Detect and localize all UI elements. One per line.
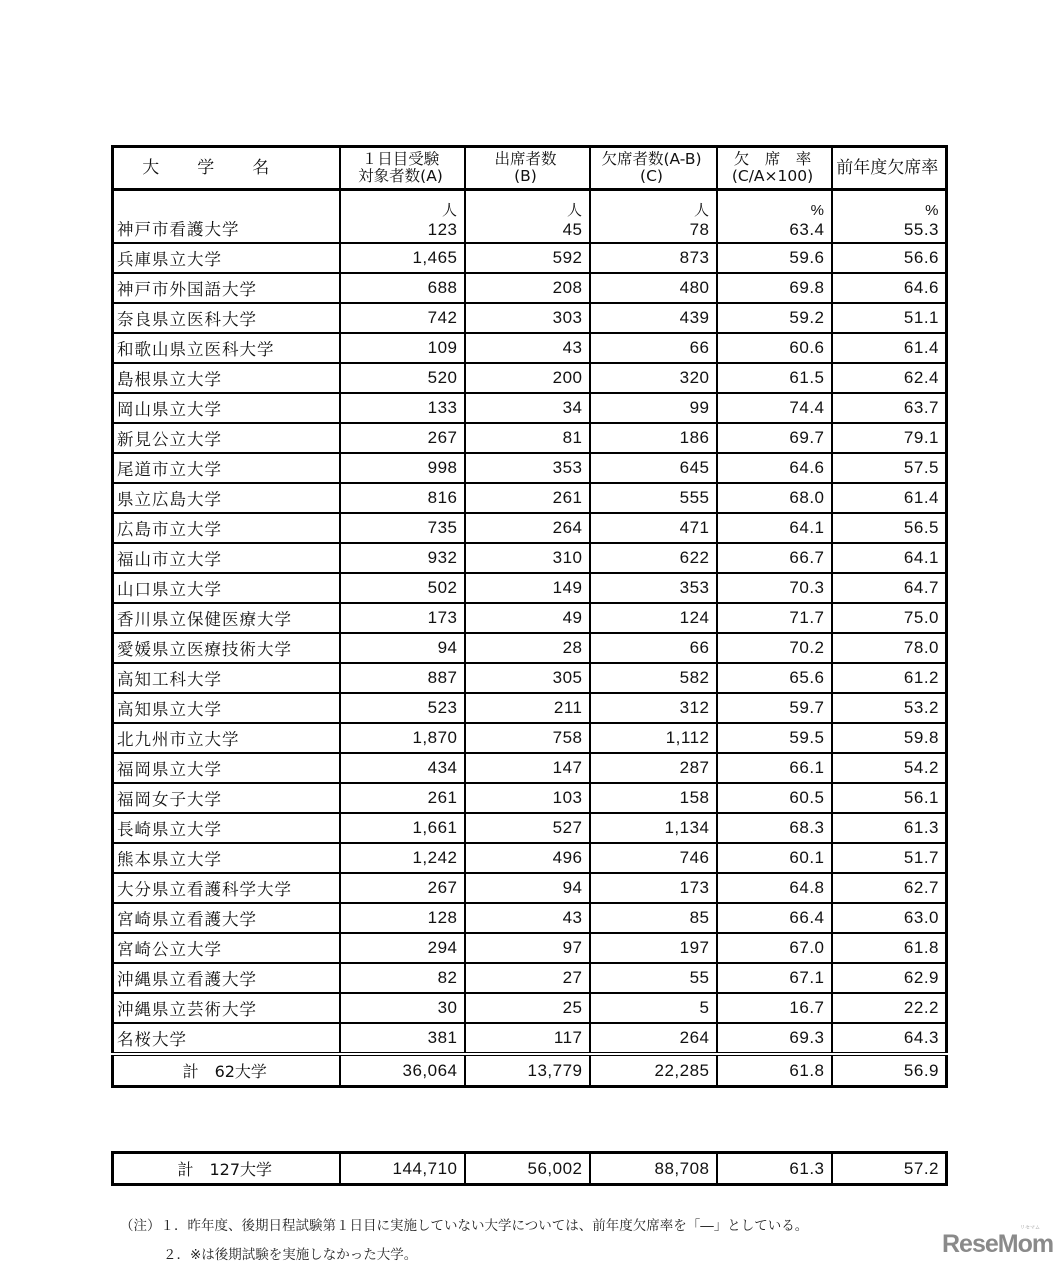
absence-rate-cell: 64.8 [717, 873, 832, 903]
attendees-cell: 49 [465, 603, 590, 633]
table-row [113, 303, 947, 333]
attendees-cell: 81 [465, 423, 590, 453]
absence-rate-cell: 64.6 [717, 453, 832, 483]
absentees-cell: 173 [590, 873, 717, 903]
footnote-2: ２．※は後期試験を実施しなかった大学。 [163, 1247, 418, 1263]
prev-year-absence-rate-cell: 64.1 [832, 543, 947, 573]
prev-year-absence-rate-cell [832, 190, 947, 244]
absence-rate-cell: 16.7 [717, 993, 832, 1023]
target-examinees-cell: 688 [340, 273, 465, 303]
header-attendees [465, 147, 590, 190]
university-name: 神戸市外国語大学 [113, 273, 340, 303]
attendees-cell: 305 [465, 663, 590, 693]
header-line: (B) [514, 167, 537, 185]
header-university-name: 大学名 [113, 147, 340, 190]
target-examinees-cell: 816 [340, 483, 465, 513]
university-name: 高知工科大学 [113, 663, 340, 693]
attendees-cell: 103 [465, 783, 590, 813]
table-row [113, 813, 947, 843]
university-name: 奈良県立医科大学 [113, 303, 340, 333]
table-row [113, 333, 947, 363]
attendees-cell: 43 [465, 333, 590, 363]
prev-year-absence-rate-cell: 59.8 [832, 723, 947, 753]
absentees-cell: 480 [590, 273, 717, 303]
prev-year-absence-rate-cell: 64.6 [832, 273, 947, 303]
table-row [113, 783, 947, 813]
cell-value: 55.3 [903, 220, 939, 239]
university-name: 香川県立保健医療大学 [113, 603, 340, 633]
absentees-cell: 264 [590, 1023, 717, 1054]
target-examinees-cell: 520 [340, 363, 465, 393]
target-examinees-cell: 1,465 [340, 243, 465, 273]
university-name: 神戸市看護大学 [113, 190, 340, 244]
prev-year-absence-rate-cell: 61.3 [832, 813, 947, 843]
header-line: 欠席者数(A-B) [601, 150, 702, 168]
prev-year-absence-rate-cell: 75.0 [832, 603, 947, 633]
absence-rate-cell: 69.8 [717, 273, 832, 303]
prev-year-absence-rate-cell: 79.1 [832, 423, 947, 453]
absentees-cell: 124 [590, 603, 717, 633]
prev-year-absence-rate-cell: 61.4 [832, 483, 947, 513]
prev-year-absence-rate-cell: 53.2 [832, 693, 947, 723]
absence-rate-cell: 74.4 [717, 393, 832, 423]
absentees-cell: 1,134 [590, 813, 717, 843]
target-examinees-cell: 128 [340, 903, 465, 933]
absence-rate-cell: 60.1 [717, 843, 832, 873]
table-row [113, 513, 947, 543]
absence-rate-cell: 69.3 [717, 1023, 832, 1054]
prev-year-absence-rate-cell: 61.2 [832, 663, 947, 693]
absence-rate-cell [717, 190, 832, 244]
cell-value: 63.4 [789, 220, 825, 239]
subtotal-prev-year-absence-rate: 56.9 [832, 1054, 947, 1087]
prev-year-absence-rate-cell: 64.3 [832, 1023, 947, 1054]
prev-year-absence-rate-cell: 56.1 [832, 783, 947, 813]
attendees-cell: 117 [465, 1023, 590, 1054]
cell-value: 123 [427, 220, 458, 239]
prev-year-absence-rate-cell: 56.6 [832, 243, 947, 273]
absentees-cell: 5 [590, 993, 717, 1023]
university-name: 名桜大学 [113, 1023, 340, 1054]
prev-year-absence-rate-cell: 54.2 [832, 753, 947, 783]
university-name: 県立広島大学 [113, 483, 340, 513]
absence-rate-cell: 67.0 [717, 933, 832, 963]
header-absence-rate [717, 147, 832, 190]
table-row [113, 723, 947, 753]
target-examinees-cell: 1,242 [340, 843, 465, 873]
target-examinees-cell: 261 [340, 783, 465, 813]
absence-rate-cell: 59.7 [717, 693, 832, 723]
header-line: 欠 席 率 [733, 150, 812, 168]
target-examinees-cell: 742 [340, 303, 465, 333]
table-row [113, 633, 947, 663]
target-examinees-cell: 30 [340, 993, 465, 1023]
attendees-cell: 27 [465, 963, 590, 993]
prev-year-absence-rate-cell: 22.2 [832, 993, 947, 1023]
university-name: 福山市立大学 [113, 543, 340, 573]
target-examinees-cell: 502 [340, 573, 465, 603]
absence-rate-cell: 71.7 [717, 603, 832, 633]
absence-rate-cell: 59.2 [717, 303, 832, 333]
header-line: (C/A×100) [731, 167, 814, 185]
university-name: 福岡県立大学 [113, 753, 340, 783]
university-name: 山口県立大学 [113, 573, 340, 603]
university-name: 北九州市立大学 [113, 723, 340, 753]
table-row [113, 753, 947, 783]
absence-rate-cell: 70.3 [717, 573, 832, 603]
absence-rate-cell: 66.1 [717, 753, 832, 783]
university-name: 宮崎公立大学 [113, 933, 340, 963]
university-name: 広島市立大学 [113, 513, 340, 543]
attendees-cell: 758 [465, 723, 590, 753]
absentees-cell: 471 [590, 513, 717, 543]
attendees-cell: 353 [465, 453, 590, 483]
university-name: 岡山県立大学 [113, 393, 340, 423]
attendees-cell: 211 [465, 693, 590, 723]
absence-rate-cell: 66.7 [717, 543, 832, 573]
grand-total-absentees: 88,708 [590, 1153, 717, 1185]
prev-year-absence-rate-cell: 62.9 [832, 963, 947, 993]
absentees-cell: 353 [590, 573, 717, 603]
attendees-cell: 43 [465, 903, 590, 933]
target-examinees-cell: 173 [340, 603, 465, 633]
absentees-cell: 873 [590, 243, 717, 273]
grand-total-absence-rate: 61.3 [717, 1153, 832, 1185]
table-body [113, 190, 947, 1087]
header-line: １日目受験 [361, 150, 440, 168]
absence-rate-cell: 70.2 [717, 633, 832, 663]
target-examinees-cell: 267 [340, 873, 465, 903]
absence-rate-cell: 68.3 [717, 813, 832, 843]
attendees-cell: 208 [465, 273, 590, 303]
cell-value: 78 [689, 220, 710, 239]
target-examinees-cell: 267 [340, 423, 465, 453]
absence-rate-cell: 67.1 [717, 963, 832, 993]
prev-year-absence-rate-cell: 64.7 [832, 573, 947, 603]
target-examinees-cell: 381 [340, 1023, 465, 1054]
table-row [113, 993, 947, 1023]
table-row [113, 663, 947, 693]
absentees-cell: 287 [590, 753, 717, 783]
header-line: 対象者数(A) [358, 167, 443, 185]
subtotal-row [113, 1054, 947, 1087]
cell-value: 45 [562, 220, 583, 239]
absence-rate-cell: 69.7 [717, 423, 832, 453]
unit-label: 人 [693, 202, 710, 219]
header-row [113, 147, 947, 190]
prev-year-absence-rate-cell: 61.8 [832, 933, 947, 963]
university-name: 大分県立看護科学大学 [113, 873, 340, 903]
absence-rate-cell: 59.5 [717, 723, 832, 753]
attendees-cell [465, 190, 590, 244]
table-row [113, 483, 947, 513]
attendees-cell: 261 [465, 483, 590, 513]
absence-rate-cell: 60.6 [717, 333, 832, 363]
absentees-cell: 55 [590, 963, 717, 993]
university-name: 新見公立大学 [113, 423, 340, 453]
absentees-cell: 645 [590, 453, 717, 483]
table-row [113, 363, 947, 393]
grand-total-target: 144,710 [340, 1153, 465, 1185]
subtotal-label: 計 62大学 [113, 1054, 340, 1087]
attendees-cell: 496 [465, 843, 590, 873]
subtotal-absentees: 22,285 [590, 1054, 717, 1087]
attendees-cell: 527 [465, 813, 590, 843]
university-name: 尾道市立大学 [113, 453, 340, 483]
prev-year-absence-rate-cell: 63.7 [832, 393, 947, 423]
university-name: 沖縄県立芸術大学 [113, 993, 340, 1023]
attendees-cell: 28 [465, 633, 590, 663]
attendees-cell: 147 [465, 753, 590, 783]
university-name: 兵庫県立大学 [113, 243, 340, 273]
attendees-cell: 310 [465, 543, 590, 573]
subtotal-absence-rate: 61.8 [717, 1054, 832, 1087]
target-examinees-cell: 887 [340, 663, 465, 693]
attendees-cell: 149 [465, 573, 590, 603]
subtotal-target-examinees: 36,064 [340, 1054, 465, 1087]
table-row [113, 963, 947, 993]
prev-year-absence-rate-cell: 63.0 [832, 903, 947, 933]
header-line: 出席者数 [494, 150, 557, 168]
absentees-cell [590, 190, 717, 244]
unit-label: % [925, 202, 939, 219]
target-examinees-cell: 1,661 [340, 813, 465, 843]
prev-year-absence-rate-cell: 57.5 [832, 453, 947, 483]
attendees-cell: 94 [465, 873, 590, 903]
prev-year-absence-rate-cell: 51.7 [832, 843, 947, 873]
table-row [113, 393, 947, 423]
header-line: (C) [640, 167, 663, 185]
table-row [113, 603, 947, 633]
table-row [113, 273, 947, 303]
absence-rate-cell: 64.1 [717, 513, 832, 543]
resemom-logo: ReseMom [942, 1230, 1053, 1258]
target-examinees-cell: 932 [340, 543, 465, 573]
absentees-cell: 197 [590, 933, 717, 963]
attendees-cell: 264 [465, 513, 590, 543]
absence-rate-cell: 68.0 [717, 483, 832, 513]
absentees-cell: 312 [590, 693, 717, 723]
table-row [113, 423, 947, 453]
table-row [113, 693, 947, 723]
attendees-cell: 200 [465, 363, 590, 393]
absence-rate-cell: 61.5 [717, 363, 832, 393]
table-row [113, 453, 947, 483]
target-examinees-cell: 294 [340, 933, 465, 963]
table-row [113, 573, 947, 603]
footnote-1: （注）１．昨年度、後期日程試験第１日目に実施していない大学については、前年度欠席率を「―」としている。 [120, 1218, 809, 1234]
header-target-examinees [340, 147, 465, 190]
attendees-cell: 34 [465, 393, 590, 423]
prev-year-absence-rate-cell: 62.7 [832, 873, 947, 903]
attendees-cell: 25 [465, 993, 590, 1023]
university-name: 宮崎県立看護大学 [113, 903, 340, 933]
table-row [113, 1023, 947, 1054]
university-name: 和歌山県立医科大学 [113, 333, 340, 363]
university-name: 沖縄県立看護大学 [113, 963, 340, 993]
absentees-cell: 622 [590, 543, 717, 573]
table-row [113, 843, 947, 873]
absence-rate-cell: 66.4 [717, 903, 832, 933]
absence-rate-cell: 60.5 [717, 783, 832, 813]
prev-year-absence-rate-cell: 51.1 [832, 303, 947, 333]
target-examinees-cell: 109 [340, 333, 465, 363]
prev-year-absence-rate-cell: 56.5 [832, 513, 947, 543]
university-name: 高知県立大学 [113, 693, 340, 723]
prev-year-absence-rate-cell: 61.4 [832, 333, 947, 363]
absentees-cell: 158 [590, 783, 717, 813]
university-name: 福岡女子大学 [113, 783, 340, 813]
subtotal-attendees: 13,779 [465, 1054, 590, 1087]
target-examinees-cell: 434 [340, 753, 465, 783]
university-name: 島根県立大学 [113, 363, 340, 393]
resemom-logo-ruby: リセマム [1020, 1225, 1040, 1231]
table-row [113, 543, 947, 573]
grand-total-label: 計 127大学 [113, 1153, 340, 1185]
table-row [113, 873, 947, 903]
unit-label: % [810, 202, 825, 219]
unit-label: 人 [566, 202, 583, 219]
target-examinees-cell: 998 [340, 453, 465, 483]
absentees-cell: 1,112 [590, 723, 717, 753]
absentees-cell: 99 [590, 393, 717, 423]
attendees-cell: 303 [465, 303, 590, 333]
target-examinees-cell: 523 [340, 693, 465, 723]
unit-label: 人 [441, 202, 458, 219]
absentees-cell: 746 [590, 843, 717, 873]
absentees-cell: 66 [590, 333, 717, 363]
target-examinees-cell: 82 [340, 963, 465, 993]
absence-rate-cell: 59.6 [717, 243, 832, 273]
prev-year-absence-rate-cell: 62.4 [832, 363, 947, 393]
university-name: 愛媛県立医療技術大学 [113, 633, 340, 663]
absence-rate-cell: 65.6 [717, 663, 832, 693]
grand-total-prev-rate: 57.2 [832, 1153, 947, 1185]
header-absentees [590, 147, 717, 190]
header-prev-year-absence-rate: 前年度欠席率 [832, 147, 947, 190]
target-examinees-cell: 133 [340, 393, 465, 423]
target-examinees-cell [340, 190, 465, 244]
table-row [113, 903, 947, 933]
table-row [113, 933, 947, 963]
attendees-cell: 592 [465, 243, 590, 273]
table-row [113, 243, 947, 273]
target-examinees-cell: 94 [340, 633, 465, 663]
target-examinees-cell: 1,870 [340, 723, 465, 753]
absentees-cell: 320 [590, 363, 717, 393]
grand-total-row [113, 1153, 947, 1185]
attendees-cell: 97 [465, 933, 590, 963]
absentees-cell: 439 [590, 303, 717, 333]
university-name: 熊本県立大学 [113, 843, 340, 873]
grand-total-attendees: 56,002 [465, 1153, 590, 1185]
target-examinees-cell: 735 [340, 513, 465, 543]
absence-rate-table [111, 145, 948, 1088]
university-name: 長崎県立大学 [113, 813, 340, 843]
absentees-cell: 555 [590, 483, 717, 513]
prev-year-absence-rate-cell: 78.0 [832, 633, 947, 663]
grand-total-table [111, 1151, 948, 1186]
absentees-cell: 85 [590, 903, 717, 933]
absentees-cell: 186 [590, 423, 717, 453]
table-row [113, 190, 947, 244]
absentees-cell: 582 [590, 663, 717, 693]
absentees-cell: 66 [590, 633, 717, 663]
